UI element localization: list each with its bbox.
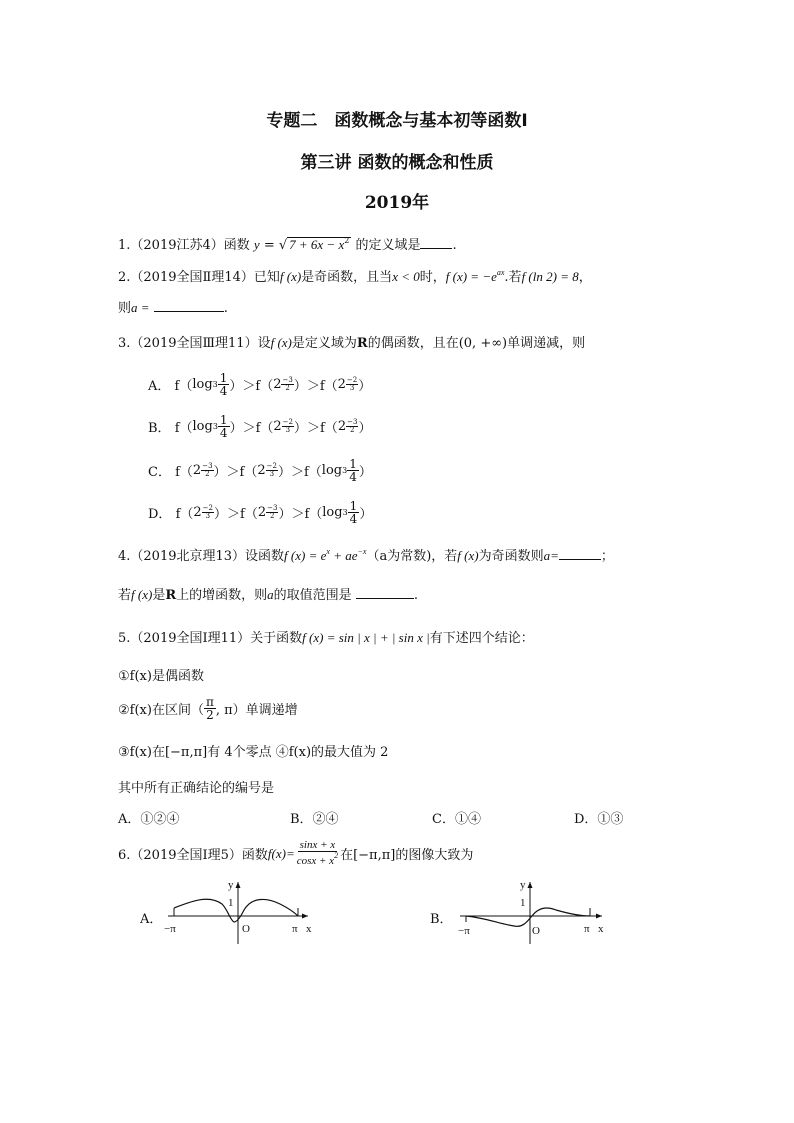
q3-b-quarter-den: 4 — [219, 426, 228, 440]
q3-a-exp2 — [346, 377, 358, 392]
q3-a-gt2: ）＞f（ — [293, 379, 338, 394]
q3-d-quarter-num: 1 — [349, 499, 358, 513]
q4-exp1: x — [326, 547, 330, 556]
label-one: 1 — [520, 897, 526, 909]
q3-a-close: ） — [358, 379, 372, 394]
question-6 — [118, 840, 473, 867]
label-origin: O — [532, 925, 540, 937]
q4-fx: f (x) — [457, 548, 479, 563]
q3-b-close: ） — [358, 421, 372, 436]
q5-suffix: 有下述四个结论： — [429, 631, 534, 646]
q3-d-exp1-den: 3 — [205, 512, 211, 520]
q2-blank[interactable] — [154, 299, 224, 312]
q3-a-exp2-num: 2 — [352, 376, 358, 384]
q1-y: y — [253, 237, 260, 252]
q3-d-log: log — [322, 505, 343, 520]
q3-a-exp1-minus: − — [282, 376, 289, 384]
q4-exp2: −x — [357, 547, 367, 556]
q3-d-quarter — [348, 500, 360, 525]
label-pi: π — [584, 923, 590, 935]
curve-a — [174, 899, 298, 922]
q3-c-quarter — [347, 458, 359, 483]
q2-then: 则 — [118, 301, 132, 316]
q5-conclusion-2 — [118, 696, 298, 721]
q3-b-exp1 — [282, 419, 294, 434]
x-axis-arrow-icon — [596, 914, 602, 919]
q3-a-quarter — [218, 372, 230, 397]
q3-c-quarter-num: 1 — [349, 457, 357, 471]
q6-suffix: 在[−π,π]的图像大致为 — [340, 848, 474, 863]
q3-c-exp1 — [201, 463, 213, 478]
q3-a-exp2-den: 3 — [349, 384, 355, 392]
q3-b-base: 3 — [212, 422, 218, 431]
q3-b-exp2-den: 2 — [350, 426, 355, 434]
q3-b-gt2: ）＞f（ — [294, 421, 338, 436]
question-3 — [118, 332, 585, 351]
q3-c-exp2 — [266, 463, 278, 478]
q3-stem-d: 单调递减，则 — [507, 336, 586, 351]
q2-when: 时， — [419, 270, 446, 285]
q5-option-a[interactable]: A．①②④ — [118, 812, 180, 827]
q3-d-f1: f（ — [175, 507, 194, 522]
q3-a-f1: f（ — [174, 379, 193, 394]
q2-func: f (x) — [279, 269, 302, 284]
q3-d-quarter-den: 4 — [349, 512, 358, 526]
q3-d-close: ） — [359, 507, 373, 522]
q1-blank[interactable] — [420, 236, 452, 249]
q5-c2-pi: π — [205, 695, 214, 709]
q4-line2-b: 是 — [152, 588, 166, 603]
q5-conclusion-3-4: ③f(x)在[−π,π]有 4个零点 ④f(x)的最大值为 2 — [118, 745, 389, 760]
q3-option-a[interactable] — [148, 372, 371, 397]
q5-c2-frac — [204, 696, 216, 721]
q5-number: 5.（2019全国Ⅰ理11）关于函数 — [118, 631, 303, 646]
q3-a-base: 3 — [212, 380, 218, 389]
q6-den-square: 2 — [334, 851, 339, 860]
q5-conclusion-1: ①f(x)是偶函数 — [118, 669, 204, 684]
q3-c-f1: f（ — [175, 465, 193, 480]
q6-option-b-label[interactable]: B． — [430, 912, 453, 927]
label-one: 1 — [228, 897, 234, 909]
q3-b-base2a: 2 — [273, 419, 282, 434]
label-neg-pi: −π — [164, 923, 176, 935]
q3-f: f (x) — [270, 335, 292, 350]
q3-d-base: 3 — [342, 508, 348, 517]
q5-c2-two: 2 — [206, 708, 214, 722]
label-y: y — [520, 879, 526, 891]
q4-blank-1[interactable] — [559, 547, 601, 560]
q3-c-quarter-den: 4 — [349, 470, 357, 484]
q2-if: .若 — [504, 270, 522, 285]
q2-odd: 是奇函数，且当 — [301, 270, 393, 285]
q5-option-c[interactable]: C．①④ — [432, 812, 481, 827]
q4-line2-fx: f (x) — [131, 587, 153, 602]
q3-interval: (0, +∞) — [458, 336, 508, 351]
q1-number: 1.（2019江苏4）函数 — [118, 238, 250, 253]
label-pi: π — [292, 923, 298, 935]
q3-c-log: log — [321, 463, 343, 478]
q2-exp: ax — [496, 268, 505, 277]
q1-suffix: 的定义域是 — [355, 238, 421, 253]
q3-b-exp2-minus: − — [347, 418, 353, 426]
q3-a-exp1-num: 3 — [288, 376, 293, 384]
q2-a-eq: a = — [131, 300, 150, 315]
curve-b — [466, 908, 590, 926]
q4-R: R — [165, 588, 177, 603]
q3-d-gt1: ）＞f（ — [214, 507, 258, 522]
lecture-title: 第三讲 函数的概念和性质 — [300, 153, 494, 173]
q5-option-b[interactable]: B．②④ — [290, 812, 339, 827]
q2-formula: f (x) = −e — [445, 269, 497, 284]
q3-d-exp2-num: 3 — [272, 504, 278, 512]
q3-c-exp2-num: 2 — [272, 462, 277, 470]
q3-d-base2b: 2 — [257, 505, 267, 520]
q6-fraction — [295, 840, 340, 867]
q3-c-exp2-minus: − — [266, 462, 273, 470]
q5-ask: 其中所有正确结论的编号是 — [118, 781, 275, 796]
q4-formula-a: f (x) = e — [284, 548, 327, 563]
q6-graph-a[interactable] — [160, 874, 320, 944]
question-2-line2: 则a = . — [118, 300, 228, 316]
q3-option-b[interactable] — [148, 414, 371, 439]
q3-d-exp1 — [202, 505, 214, 520]
q3-c-exp1-num: 3 — [208, 462, 213, 470]
q3-stem-a: 3.（2019全国Ⅲ理11）设 — [118, 336, 271, 351]
q2-given: f (ln 2) = 8 — [521, 269, 579, 284]
q3-b-quarter-num: 1 — [219, 413, 228, 427]
q5-formula: f (x) = sin | x | + | sin x | — [302, 630, 430, 645]
q3-a-quarter-num: 1 — [219, 371, 228, 385]
q6-den-text: cosx + x — [296, 855, 335, 867]
q5-c2-b: , π）单调递增 — [215, 703, 298, 718]
q6-denominator — [295, 852, 340, 867]
q2-comma: ， — [578, 270, 592, 285]
label-origin: O — [242, 923, 250, 935]
q3-a-gt1: ）＞f（ — [229, 379, 274, 394]
q3-c-base: 3 — [342, 466, 348, 475]
q3-a-exp2-minus: − — [346, 376, 353, 384]
q5-option-d[interactable]: D．①③ — [574, 812, 624, 827]
q3-b-exp2-num: 3 — [352, 418, 358, 426]
label-x: x — [306, 923, 312, 935]
label-y: y — [228, 879, 234, 891]
question-2 — [118, 266, 592, 285]
question-4 — [118, 545, 614, 564]
q3-c-base2b: 2 — [257, 463, 266, 478]
question-1: 1.（2019江苏4）函数 y = √ $7 + 6x - x^2$ 的定义域是 . — [118, 236, 457, 253]
y-axis-arrow-icon — [528, 882, 533, 888]
q3-c-exp2-den: 3 — [269, 470, 275, 478]
q3-option-b-label: B． — [148, 421, 171, 436]
q4-odd: 为奇函数则 — [478, 549, 544, 564]
q4-a-eq: a= — [543, 548, 559, 563]
q1-radicand-text: 7 + 6x − x — [289, 237, 345, 252]
q3-a-exp1 — [281, 377, 293, 392]
q5-c2-a: ②f(x)在区间（ — [118, 703, 204, 718]
page-title: 专题二 函数概念与基本初等函数Ⅰ — [266, 111, 528, 131]
q1-square: 2 — [344, 236, 350, 245]
q3-b-quarter — [218, 414, 230, 439]
q3-b-log: log — [192, 419, 213, 434]
q6-fx: f(x)= — [267, 845, 295, 861]
q1-radicand — [287, 237, 351, 253]
q3-b-exp2 — [346, 419, 358, 434]
q4-line2-c: 上的增函数，则 — [176, 588, 268, 603]
y-axis-arrow-icon — [236, 882, 241, 888]
q3-d-exp2 — [266, 505, 278, 520]
q3-c-base2a: 2 — [192, 463, 202, 478]
year-heading: 2019年 — [364, 193, 430, 213]
q3-c-close: ） — [358, 465, 372, 480]
q3-a-base2a: 2 — [273, 377, 282, 392]
q3-b-exp1-num: 2 — [288, 418, 293, 426]
q4-semi: ； — [600, 549, 614, 564]
q3-option-c-label: C． — [148, 465, 171, 480]
q3-d-exp2-minus: − — [267, 504, 273, 512]
q3-stem-c: 的偶函数，且在 — [367, 336, 459, 351]
q3-b-gt1: ）＞f（ — [229, 421, 274, 436]
q6-graph-b[interactable] — [452, 874, 612, 944]
q3-b-exp1-den: 3 — [285, 426, 291, 434]
q3-d-gt2: ）＞f（ — [278, 507, 323, 522]
q4-plus-ae: + ae — [329, 548, 358, 563]
question-5 — [118, 627, 534, 646]
q4-line2-d: 的取值范围是 — [273, 588, 352, 603]
x-axis-arrow-icon — [302, 914, 308, 919]
q4-line2-a: 若 — [118, 588, 132, 603]
question-4-line2: 若f (x)是R上的增函数，则a的取值范围是 . — [118, 587, 418, 603]
q3-b-exp1-minus: − — [282, 418, 289, 426]
q3-d-exp1-num: 2 — [208, 504, 214, 512]
q3-option-a-label: A． — [148, 379, 171, 394]
label-neg-pi: −π — [458, 925, 470, 937]
q4-number: 4.（2019北京理13）设函数 — [118, 549, 285, 564]
q3-c-exp1-den: 2 — [205, 470, 210, 478]
q3-option-d-label: D． — [148, 507, 172, 522]
q3-R: R — [356, 336, 368, 351]
q3-c-gt2: ）＞f（ — [277, 465, 322, 480]
q3-b-f1: f（ — [174, 421, 193, 436]
q3-c-exp1-minus: − — [202, 462, 209, 470]
q3-a-base2b: 2 — [337, 377, 346, 392]
q3-option-d[interactable] — [148, 500, 372, 525]
q3-a-log: log — [192, 377, 213, 392]
q6-number: 6.（2019全国Ⅰ理5）函数 — [118, 848, 268, 863]
q3-d-base2a: 2 — [193, 505, 202, 520]
q3-a-quarter-den: 4 — [219, 384, 228, 398]
q4-a: a — [267, 587, 274, 602]
q3-b-base2b: 2 — [337, 419, 347, 434]
q6-numerator: sinx + x — [299, 839, 336, 851]
q3-option-c[interactable] — [148, 458, 372, 483]
q6-option-a-label[interactable]: A． — [140, 912, 163, 927]
label-x: x — [598, 923, 604, 935]
q3-d-exp2-den: 2 — [270, 512, 275, 520]
q3-stem-b: 是定义域为 — [291, 336, 357, 351]
q2-cond: x < 0 — [392, 269, 420, 284]
q3-c-gt1: ）＞f（ — [213, 465, 258, 480]
q4-note: （a为常数)，若 — [366, 549, 458, 564]
q4-blank-2[interactable] — [356, 586, 414, 599]
q3-d-exp1-minus: − — [202, 504, 209, 512]
q3-a-exp1-den: 2 — [285, 384, 290, 392]
q2-number: 2.（2019全国Ⅱ理14）已知 — [118, 270, 280, 285]
